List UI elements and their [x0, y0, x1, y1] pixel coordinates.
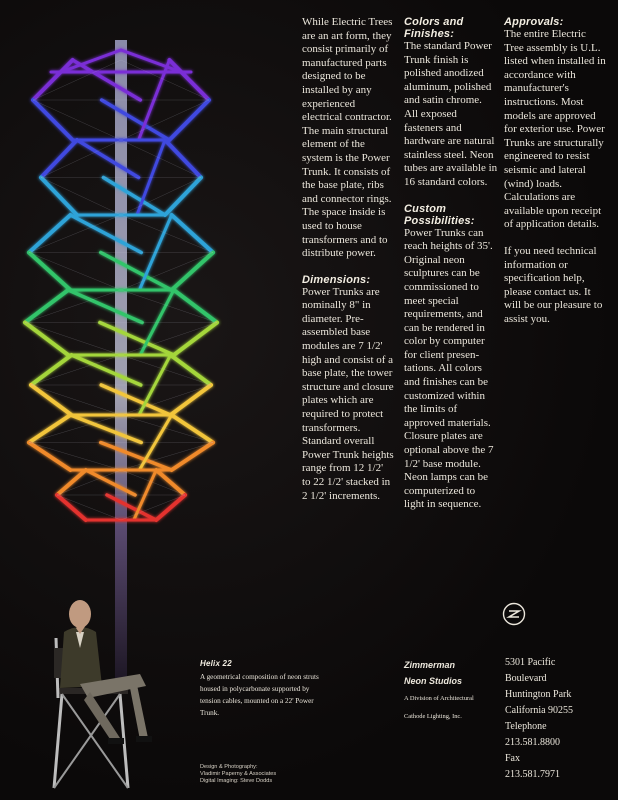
column-finishes	[404, 16, 498, 525]
address-line-3: Huntington Park	[505, 689, 572, 700]
studio-block	[404, 657, 504, 725]
phone-label: Telephone	[505, 721, 547, 732]
caption-title: Helix 22	[200, 659, 232, 668]
studio-name-line-1: Zimmerman	[404, 660, 456, 670]
colors-paragraph: The standard Power Trunk finish is polished anodized aluminum, polished and satin chrome. All exposed fasteners and hardware are natural stainless steel. Neon tubes are available in 16 standard colors.	[404, 40, 498, 188]
contact-block	[505, 655, 605, 783]
fax-number: 213.581.7971	[505, 769, 560, 780]
dimensions-paragraph: Power Trunks are nominally 8" in diameter. Pre-assembled base modules are 7 1/2' high and consist of a base plate, the tower structure and closure plates which are required to protect transformers. Standard overall Power Trunk heights range from 12 1/2' to 22 1/2' stacked in 2 1/2' increments.	[302, 285, 394, 502]
column-intro	[302, 16, 394, 516]
credits	[200, 764, 340, 785]
address-line-4: California 90255	[505, 705, 574, 716]
studio-sub-line-1: A Division of Architectural	[404, 695, 474, 702]
custom-heading: Custom Possibilities:	[404, 202, 475, 227]
column-approvals	[504, 16, 608, 339]
credits-line-1: Design & Photography:	[200, 764, 258, 770]
dimensions-heading: Dimensions:	[302, 273, 371, 286]
caption-text: A geometrical composition of neon struts housed in polycarbonate supported by tension cables, mounted on a 22' Power Trunk.	[200, 673, 319, 717]
studio-sub-line-2: Cathode Lighting, Inc.	[404, 713, 462, 720]
help-paragraph: If you need technical information or specification help, please contact us. It will be our pleasure to assist you.	[504, 244, 603, 325]
sculpture-caption	[200, 658, 320, 719]
zimmerman-logo-icon	[502, 602, 526, 626]
phone-number[interactable]: 213.581.8800	[505, 737, 560, 748]
credits-line-3: Digital Imaging: Steve Dodds	[200, 778, 273, 784]
studio-name-line-2: Neon Studios	[404, 676, 462, 686]
address-line-1: 5301 Pacific	[505, 657, 556, 668]
fax-label: Fax	[505, 753, 520, 764]
seated-man-photo	[50, 588, 160, 800]
intro-paragraph: While Electric Trees are an art form, they consist primarily of manufactured parts designed to be installed by any experienced electrical contractor. The main structural element of the system is the Power Trunk. It consists of the base plate, ribs and connector rings. The space inside is used to house transformers and to distribute power.	[302, 16, 393, 260]
address-line-2: Boulevard	[505, 673, 547, 684]
colors-heading: Colors and Finishes:	[404, 16, 464, 40]
approvals-paragraph: The entire Electric Tree assembly is U.L. listed when installed in accordance with manufacturer's instructions. Most models are approved for exterior use. Power Trunks are structurally engineered to resist seismic and lateral (wind) loads. Calculations are available upon receipt of application details.	[504, 28, 606, 231]
approvals-heading: Approvals:	[504, 16, 564, 28]
credits-line-2: Vladimir Paperny & Associates	[200, 771, 277, 777]
custom-paragraph: Power Trunks can reach heights of 35'. Original neon sculptures can be commissioned to meet special requirements, and can be rendered in color by computer for client presen-tations. All colors and finishes can be customized within the limits of approved materials. Closure plates are optional above the 7 1/2' base module. Neon lamps can be computerized to light in sequence.	[404, 226, 494, 511]
